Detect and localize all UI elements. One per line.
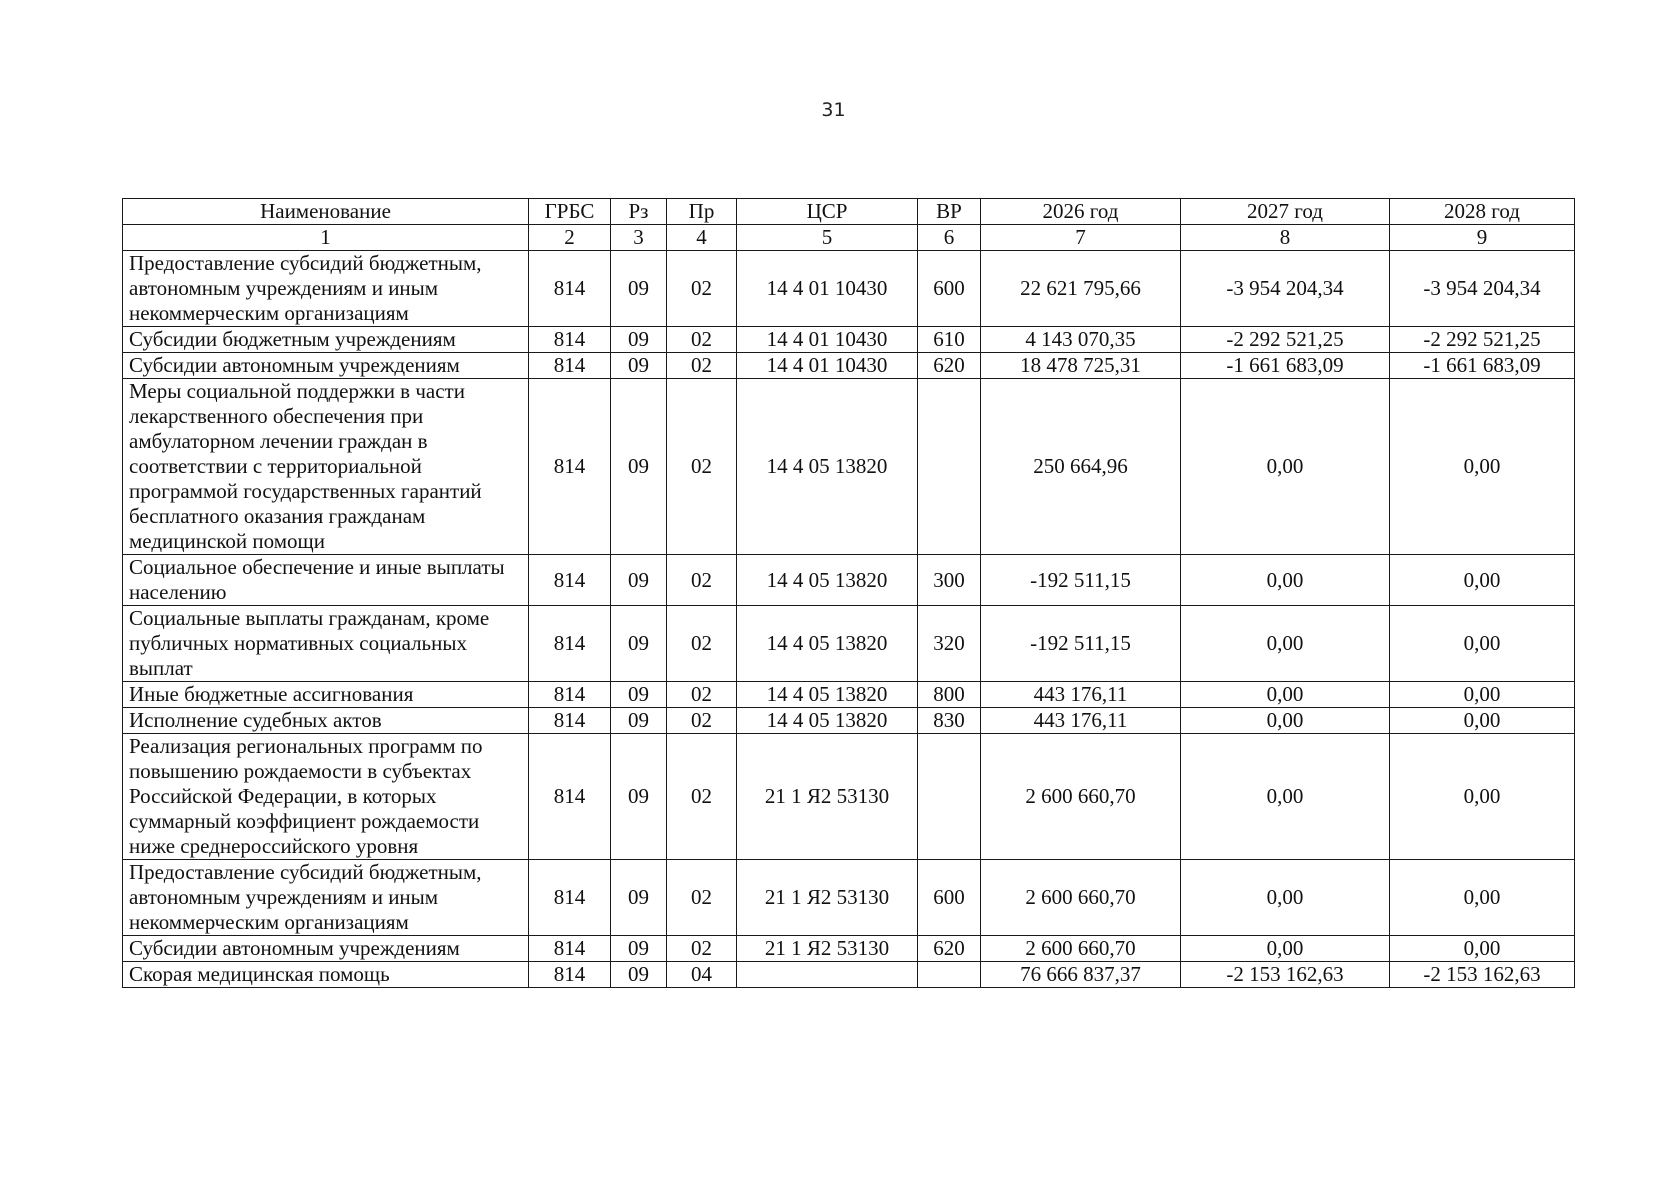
- row-csr: 14 4 05 13820: [737, 708, 918, 734]
- row-2026: 4 143 070,35: [981, 327, 1181, 353]
- row-grbs: 814: [529, 708, 611, 734]
- row-grbs: 814: [529, 682, 611, 708]
- row-2028: 0,00: [1390, 379, 1575, 555]
- row-name: Скорая медицинская помощь: [123, 962, 529, 988]
- table-row: [123, 708, 1575, 734]
- table-row: [123, 606, 1575, 682]
- row-vr: 600: [918, 251, 981, 327]
- row-2026: 22 621 795,66: [981, 251, 1181, 327]
- header-rz: Рз: [611, 199, 667, 225]
- row-2027: -2 153 162,63: [1181, 962, 1390, 988]
- row-2027: 0,00: [1181, 860, 1390, 936]
- column-number: 9: [1390, 225, 1575, 251]
- row-pr: 02: [667, 682, 737, 708]
- row-2027: 0,00: [1181, 379, 1390, 555]
- row-2028: 0,00: [1390, 936, 1575, 962]
- row-csr: 21 1 Я2 53130: [737, 860, 918, 936]
- row-rz: 09: [611, 327, 667, 353]
- row-2028: -2 153 162,63: [1390, 962, 1575, 988]
- row-2028: 0,00: [1390, 734, 1575, 860]
- row-2028: 0,00: [1390, 555, 1575, 606]
- row-2026: -192 511,15: [981, 555, 1181, 606]
- row-pr: 02: [667, 379, 737, 555]
- row-2026: 250 664,96: [981, 379, 1181, 555]
- row-rz: 09: [611, 936, 667, 962]
- row-csr: 21 1 Я2 53130: [737, 734, 918, 860]
- row-csr: 14 4 01 10430: [737, 327, 918, 353]
- row-name: Исполнение судебных актов: [123, 708, 529, 734]
- row-2027: -1 661 683,09: [1181, 353, 1390, 379]
- row-grbs: 814: [529, 962, 611, 988]
- row-rz: 09: [611, 860, 667, 936]
- header-2027: 2027 год: [1181, 199, 1390, 225]
- table-row: [123, 353, 1575, 379]
- row-vr: 610: [918, 327, 981, 353]
- row-name: Социальные выплаты гражданам, кроме публичных нормативных социальных выплат: [123, 606, 529, 682]
- row-csr: [737, 962, 918, 988]
- header-row: [123, 199, 1575, 225]
- row-csr: 14 4 05 13820: [737, 682, 918, 708]
- table-row: [123, 379, 1575, 555]
- budget-table: [122, 198, 1575, 988]
- row-grbs: 814: [529, 353, 611, 379]
- page-number-text: 31: [821, 99, 846, 121]
- table-row: [123, 555, 1575, 606]
- row-2026: -192 511,15: [981, 606, 1181, 682]
- row-pr: 02: [667, 734, 737, 860]
- row-2027: 0,00: [1181, 936, 1390, 962]
- row-2027: 0,00: [1181, 555, 1390, 606]
- row-2028: 0,00: [1390, 682, 1575, 708]
- column-number: 4: [667, 225, 737, 251]
- page-number: [0, 99, 1671, 121]
- header-2026: 2026 год: [981, 199, 1181, 225]
- row-csr: 14 4 01 10430: [737, 251, 918, 327]
- row-2027: -2 292 521,25: [1181, 327, 1390, 353]
- row-2026: 2 600 660,70: [981, 734, 1181, 860]
- header-pr: Пр: [667, 199, 737, 225]
- row-vr: 600: [918, 860, 981, 936]
- row-csr: 14 4 05 13820: [737, 379, 918, 555]
- header-grbs: ГРБС: [529, 199, 611, 225]
- row-vr: 320: [918, 606, 981, 682]
- row-grbs: 814: [529, 327, 611, 353]
- column-number: 1: [123, 225, 529, 251]
- row-rz: 09: [611, 379, 667, 555]
- row-vr: 830: [918, 708, 981, 734]
- column-number: 6: [918, 225, 981, 251]
- row-2026: 2 600 660,70: [981, 936, 1181, 962]
- row-rz: 09: [611, 734, 667, 860]
- row-name: Социальное обеспечение и иные выплаты населению: [123, 555, 529, 606]
- row-rz: 09: [611, 962, 667, 988]
- row-pr: 02: [667, 860, 737, 936]
- column-number: 5: [737, 225, 918, 251]
- table-row: [123, 936, 1575, 962]
- row-vr: 300: [918, 555, 981, 606]
- row-rz: 09: [611, 555, 667, 606]
- row-name: Реализация региональных программ по повышению рождаемости в субъектах Российской Федерации, в которых суммарный коэффициент рождаемости ниже среднероссийского уровня: [123, 734, 529, 860]
- row-name: Предоставление субсидий бюджетным, автономным учреждениям и иным некоммерческим организациям: [123, 860, 529, 936]
- row-name: Предоставление субсидий бюджетным, автономным учреждениям и иным некоммерческим организациям: [123, 251, 529, 327]
- column-number: 8: [1181, 225, 1390, 251]
- row-2027: 0,00: [1181, 734, 1390, 860]
- row-grbs: 814: [529, 379, 611, 555]
- row-pr: 02: [667, 936, 737, 962]
- row-rz: 09: [611, 708, 667, 734]
- header-csr: ЦСР: [737, 199, 918, 225]
- row-pr: 02: [667, 708, 737, 734]
- row-2027: 0,00: [1181, 682, 1390, 708]
- row-csr: 14 4 01 10430: [737, 353, 918, 379]
- row-2027: 0,00: [1181, 606, 1390, 682]
- row-name: Меры социальной поддержки в части лекарственного обеспечения при амбулаторном лечении граждан в соответствии с территориальной программой государственных гарантий бесплатного оказания гражданам медицинской помощи: [123, 379, 529, 555]
- row-rz: 09: [611, 353, 667, 379]
- row-vr: [918, 962, 981, 988]
- column-number: 7: [981, 225, 1181, 251]
- row-name: Субсидии автономным учреждениям: [123, 936, 529, 962]
- row-2028: 0,00: [1390, 606, 1575, 682]
- row-name: Субсидии бюджетным учреждениям: [123, 327, 529, 353]
- row-pr: 02: [667, 251, 737, 327]
- row-2028: -1 661 683,09: [1390, 353, 1575, 379]
- table-row: [123, 251, 1575, 327]
- row-pr: 02: [667, 353, 737, 379]
- row-2027: 0,00: [1181, 708, 1390, 734]
- row-vr: [918, 734, 981, 860]
- row-2026: 18 478 725,31: [981, 353, 1181, 379]
- row-grbs: 814: [529, 734, 611, 860]
- row-name: Субсидии автономным учреждениям: [123, 353, 529, 379]
- row-vr: [918, 379, 981, 555]
- row-csr: 14 4 05 13820: [737, 606, 918, 682]
- column-number: 3: [611, 225, 667, 251]
- header-2028: 2028 год: [1390, 199, 1575, 225]
- row-2028: -3 954 204,34: [1390, 251, 1575, 327]
- row-rz: 09: [611, 606, 667, 682]
- row-2026: 76 666 837,37: [981, 962, 1181, 988]
- row-pr: 02: [667, 327, 737, 353]
- table-row: [123, 734, 1575, 860]
- row-grbs: 814: [529, 251, 611, 327]
- row-vr: 800: [918, 682, 981, 708]
- row-2028: 0,00: [1390, 708, 1575, 734]
- row-pr: 02: [667, 555, 737, 606]
- row-vr: 620: [918, 353, 981, 379]
- header-name: Наименование: [123, 199, 529, 225]
- table-row: [123, 682, 1575, 708]
- row-grbs: 814: [529, 555, 611, 606]
- row-pr: 04: [667, 962, 737, 988]
- header-vr: ВР: [918, 199, 981, 225]
- column-number: 2: [529, 225, 611, 251]
- column-number-row: [123, 225, 1575, 251]
- row-vr: 620: [918, 936, 981, 962]
- row-2028: -2 292 521,25: [1390, 327, 1575, 353]
- table-row: [123, 962, 1575, 988]
- row-pr: 02: [667, 606, 737, 682]
- row-grbs: 814: [529, 606, 611, 682]
- row-2026: 2 600 660,70: [981, 860, 1181, 936]
- row-name: Иные бюджетные ассигнования: [123, 682, 529, 708]
- row-csr: 21 1 Я2 53130: [737, 936, 918, 962]
- table-row: [123, 860, 1575, 936]
- row-rz: 09: [611, 682, 667, 708]
- row-2026: 443 176,11: [981, 682, 1181, 708]
- row-csr: 14 4 05 13820: [737, 555, 918, 606]
- row-2026: 443 176,11: [981, 708, 1181, 734]
- row-2028: 0,00: [1390, 860, 1575, 936]
- row-grbs: 814: [529, 936, 611, 962]
- row-2027: -3 954 204,34: [1181, 251, 1390, 327]
- row-grbs: 814: [529, 860, 611, 936]
- row-rz: 09: [611, 251, 667, 327]
- table-row: [123, 327, 1575, 353]
